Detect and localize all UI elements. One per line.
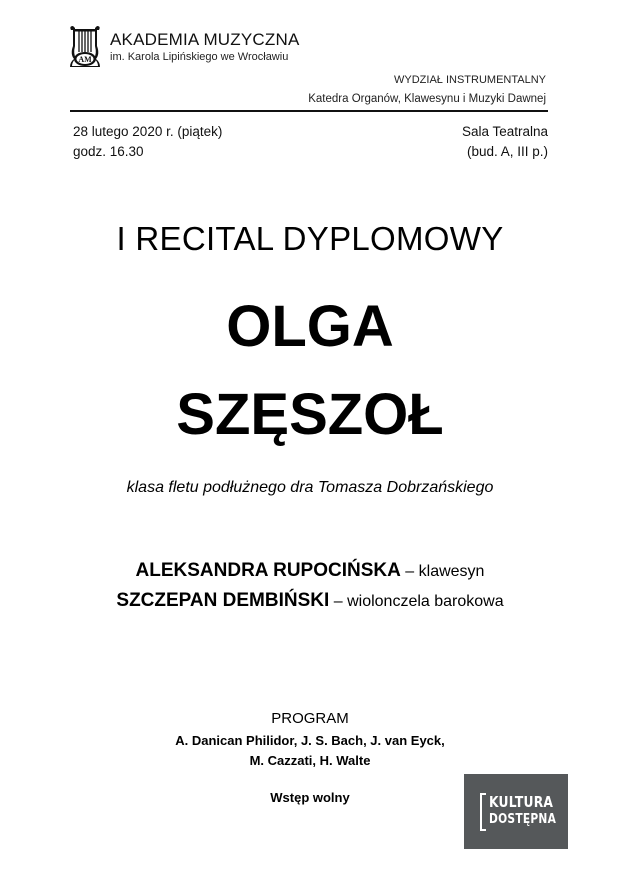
venue-name: Sala Teatralna — [461, 124, 548, 139]
academy-subtitle: im. Karola Lipińskiego we Wrocławiu — [110, 51, 289, 63]
class-info: klasa fletu podłużnego dra Tomasza Dobrzańskiego — [126, 479, 494, 496]
badge-line-1: KULTURA — [489, 793, 554, 811]
composers-line-2: M. Cazzati, H. Walte — [249, 753, 371, 768]
bracket-icon — [480, 793, 486, 831]
department: WYDZIAŁ INSTRUMENTALNY — [394, 74, 546, 86]
lyre-icon — [68, 24, 102, 68]
venue-detail: (bud. A, III p.) — [466, 144, 548, 159]
performer-row — [0, 560, 620, 582]
kultura-dostepna-badge — [464, 774, 568, 849]
entry-info: Wstęp wolny — [270, 790, 350, 805]
composers-line-1: A. Danican Philidor, J. S. Bach, J. van Eyck, — [175, 733, 445, 748]
performer-last-name: SZĘSZOŁ — [176, 382, 444, 447]
performer-instrument: – klawesyn — [405, 563, 485, 580]
event-time: godz. 16.30 — [73, 144, 144, 159]
performer-name: SZCZEPAN DEMBIŃSKI — [116, 590, 330, 611]
performer-name: ALEKSANDRA RUPOCIŃSKA — [135, 560, 401, 581]
recital-title: I RECITAL DYPLOMOWY — [116, 220, 504, 257]
event-date: 28 lutego 2020 r. (piątek) — [73, 124, 223, 139]
event-venue — [462, 122, 548, 162]
program-heading: PROGRAM — [271, 710, 349, 727]
program-composers — [0, 731, 620, 771]
performer-instrument: – wiolonczela barokowa — [333, 593, 504, 610]
performer-first-name: OLGA — [226, 294, 394, 359]
svg-text:AM: AM — [78, 55, 92, 64]
academy-name: AKADEMIA MUZYCZNA — [110, 30, 300, 49]
badge-text — [489, 793, 571, 829]
chair: Katedra Organów, Klawesynu i Muzyki Dawnej — [308, 93, 546, 105]
event-datetime — [73, 122, 222, 162]
badge-line-2: DOSTĘPNA — [489, 812, 557, 827]
performer-row — [0, 590, 620, 612]
header-divider — [70, 110, 548, 112]
